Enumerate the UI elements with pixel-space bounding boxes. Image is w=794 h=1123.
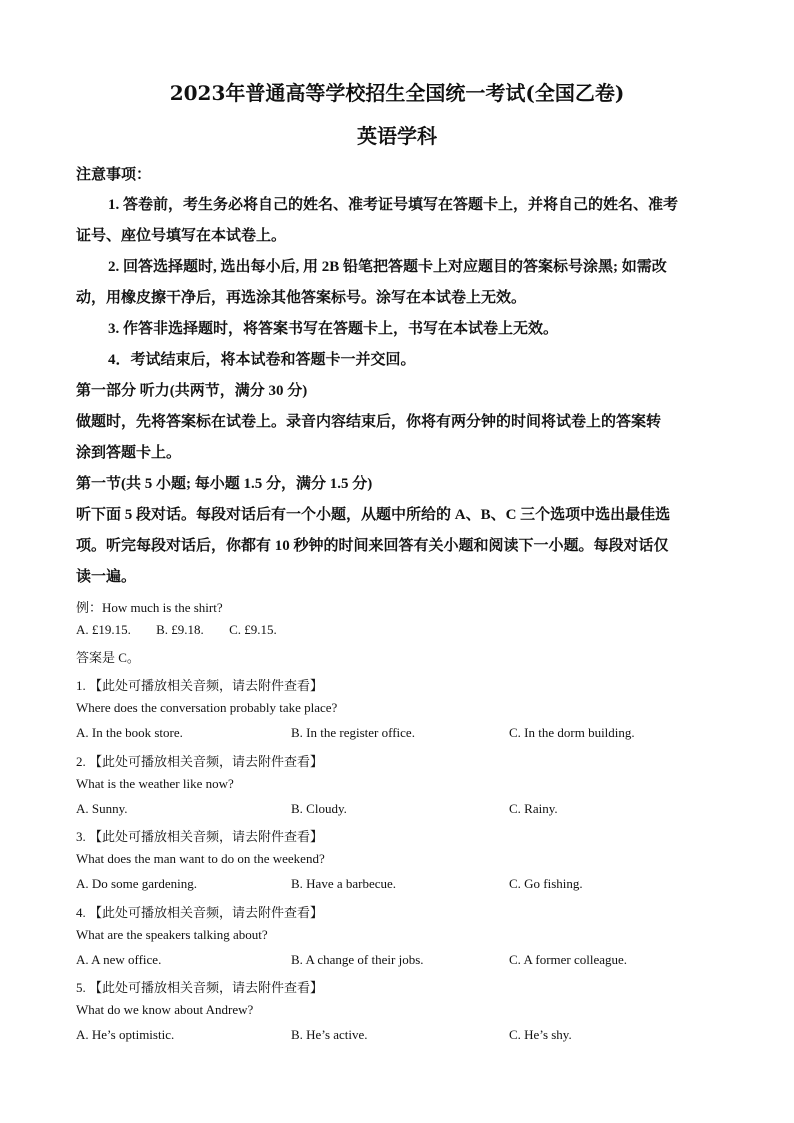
question-1-audio-header[interactable]: 1. 【此处可播放相关音频，请去附件查看】 — [76, 678, 324, 693]
question-3-stem: What does the man want to do on the weekend? — [76, 851, 325, 866]
question-5-audio-header[interactable]: 5. 【此处可播放相关音频，请去附件查看】 — [76, 980, 324, 995]
section1-heading: 第一节(共 5 小题; 每小题 1.5 分，满分 1.5 分) — [76, 476, 373, 492]
note-2-line-2: 动，用橡皮擦干净后，再选涂其他答案标号。涂写在本试卷上无效。 — [76, 290, 527, 306]
question-2-option-a: A. Sunny. — [76, 801, 128, 816]
section1-desc-line-2: 项。听完每段对话后，你都有 10 秒钟的时间来回答有关小题和阅读下一小题。每段对话仅 — [76, 538, 669, 554]
question-2-option-b: B. Cloudy. — [291, 801, 347, 816]
question-4-option-c: C. A former colleague. — [509, 952, 628, 967]
question-2-stem: What is the weather like now? — [76, 776, 234, 791]
question-4-option-a: A. A new office. — [76, 952, 162, 967]
question-5-option-c: C. He’s shy. — [509, 1027, 572, 1042]
question-2-audio-header[interactable]: 2. 【此处可播放相关音频，请去附件查看】 — [76, 754, 324, 769]
notes-heading: 注意事项： — [76, 167, 152, 183]
question-4-audio-header[interactable]: 4. 【此处可播放相关音频，请去附件查看】 — [76, 905, 324, 920]
example-options — [76, 622, 299, 638]
question-2-option-c: C. Rainy. — [509, 801, 558, 816]
part1-desc-line-1: 做题时，先将答案标在试卷上。录音内容结束后，你将有两分钟的时间将试卷上的答案转 — [76, 414, 662, 430]
question-3-audio-header[interactable]: 3. 【此处可播放相关音频，请去附件查看】 — [76, 829, 324, 844]
question-3-option-b: B. Have a barbecue. — [291, 876, 397, 891]
question-3-option-a: A. Do some gardening. — [76, 876, 197, 891]
question-3-option-c: C. Go fishing. — [509, 876, 583, 891]
section1-desc-line-3: 读一遍。 — [76, 569, 137, 585]
question-1-option-a: A. In the book store. — [76, 725, 183, 740]
question-5-option-a: A. He’s optimistic. — [76, 1027, 175, 1042]
example-question: 例：How much is the shirt? — [76, 600, 223, 615]
exam-subject: 英语学科 — [357, 124, 437, 148]
section1-desc-line-1: 听下面 5 段对话。每段对话后有一个小题，从题中所给的 A、B、C 三个选项中选出最佳选 — [76, 507, 671, 523]
example-option-c: C. £9.15. — [229, 622, 277, 637]
example-option-b: B. £9.18. — [156, 622, 204, 637]
question-1-option-c: C. In the dorm building. — [509, 725, 635, 740]
note-1-line-1: 1. 答卷前，考生务必将自己的姓名、准考证号填写在答题卡上，并将自己的姓名、准考 — [108, 197, 679, 213]
part1-heading: 第一部分 听力(共两节，满分 30 分) — [76, 383, 308, 399]
note-4: 4．考试结束后，将本试卷和答题卡一并交回。 — [108, 352, 416, 368]
question-4-stem: What are the speakers talking about? — [76, 927, 268, 942]
note-3: 3. 作答非选择题时，将答案书写在答题卡上，书写在本试卷上无效。 — [108, 321, 559, 337]
example-answer: 答案是 C。 — [76, 650, 140, 665]
question-1-option-b: B. In the register office. — [291, 725, 415, 740]
exam-title: 2023年普通高等学校招生全国统一考试(全国乙卷) — [169, 81, 625, 105]
part1-desc-line-2: 涂到答题卡上。 — [76, 445, 182, 461]
question-1-stem: Where does the conversation probably take place? — [76, 700, 338, 715]
note-1-line-2: 证号、座位号填写在本试卷上。 — [76, 228, 287, 244]
question-5-stem: What do we know about Andrew? — [76, 1002, 254, 1017]
example-option-a: A. £19.15. — [76, 622, 131, 637]
question-4-option-b: B. A change of their jobs. — [291, 952, 424, 967]
question-5-option-b: B. He’s active. — [291, 1027, 368, 1042]
note-2-line-1: 2. 回答选择题时, 选出每小后, 用 2B 铅笔把答题卡上对应题目的答案标号涂黑; 如需改 — [108, 259, 667, 275]
